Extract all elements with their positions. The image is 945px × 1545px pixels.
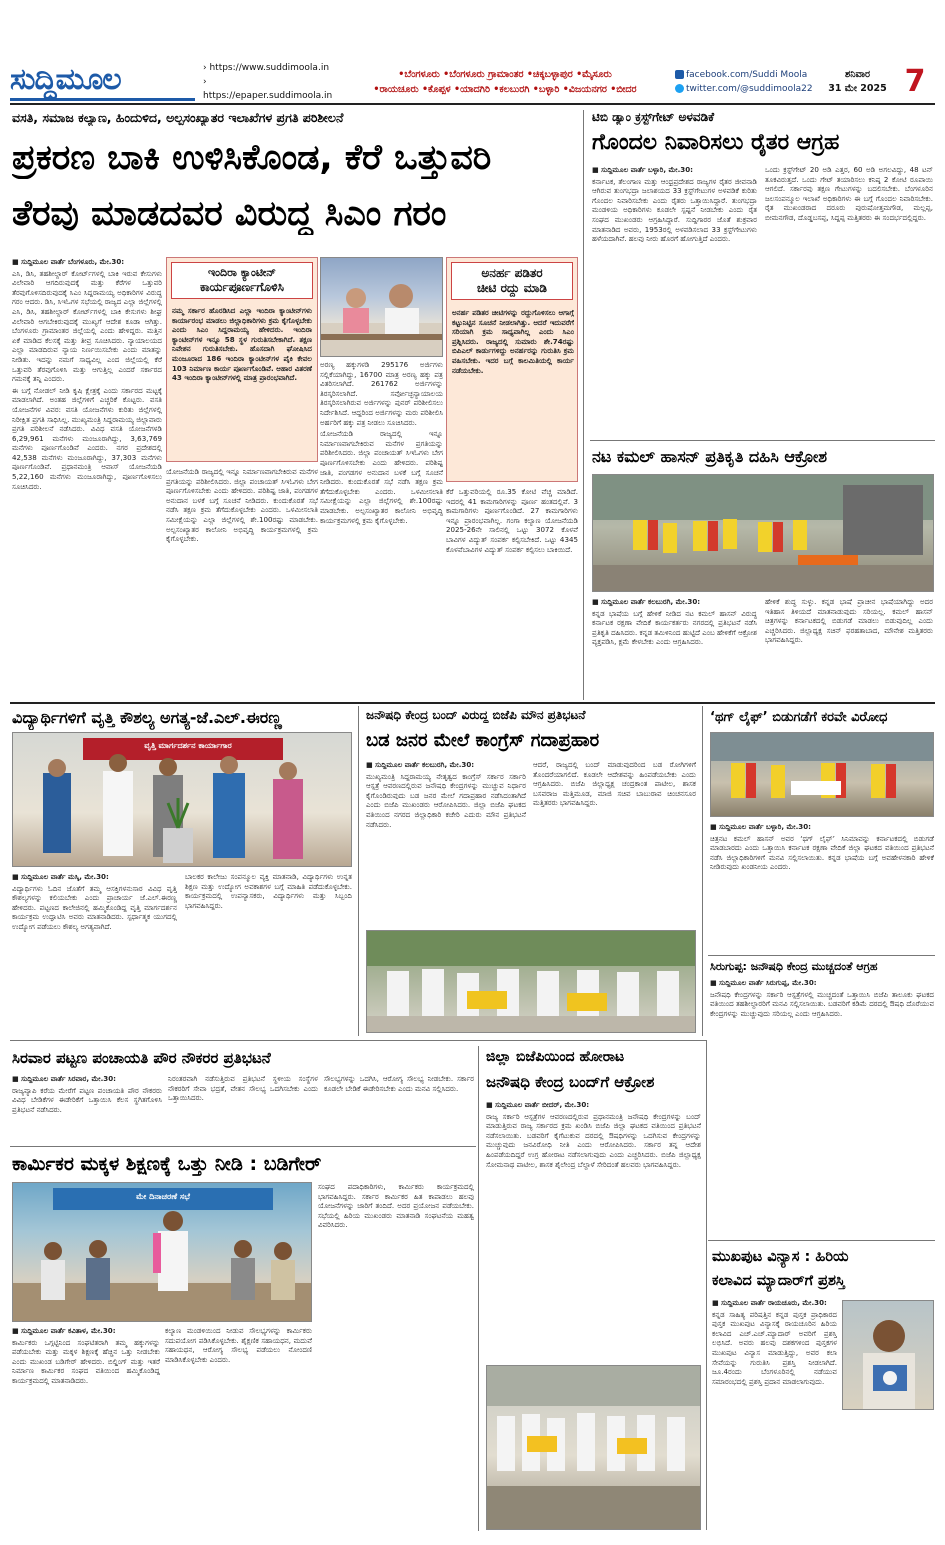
facebook-icon xyxy=(675,70,684,79)
sirwar-column-3: ಸೌಲಭ್ಯಗಳನ್ನು ಒದಗಿಸಿ, ಆರೋಗ್ಯ ಸೌಲಭ್ಯ ನೀಡಬೇಕು. ಸರ್ಕಾರ ಕೂಡಲೇ ಬೇಡಿಕೆ ಈಡೇರಿಸಬೇಕು ಎಂದು ಮನವಿ ಸಲ್ಲಿಸಿದರು. xyxy=(324,1074,474,1093)
workers-kids-column-1 xyxy=(12,1326,160,1526)
bidar-headline: ಜನೌಷಧಿ ಕೇಂದ್ರ ಬಂದ್‌ಗೆ ಆಕ್ರೋಶ xyxy=(486,1073,655,1091)
edition-cities xyxy=(335,67,675,97)
edition-cities-line2: •ರಾಯಚೂರು •ಕೊಪ್ಪಳ •ಯಾದಗಿರಿ •ಕಲಬುರಗಿ •ಬಳ್ಳಾರಿ •ವಿಜಯನಗರ •ಬೀದರ xyxy=(373,84,637,95)
tb-dam-byline: ■ ಸುದ್ದಿಮೂಲ ವಾರ್ತೆ ಬಳ್ಳಾರಿ, ಮೇ.30: xyxy=(592,165,693,174)
siruguppa-byline: ■ ಸುದ್ದಿಮೂಲ ವಾರ್ತೆ ಸಿರುಗುಪ್ಪ, ಮೇ.30: xyxy=(710,978,817,987)
lead-column-3 xyxy=(320,360,443,697)
jan-aushadhi-headline: ಬಡ ಜನರ ಮೇಲೆ ಕಾಂಗ್ರೆಸ್ ಗದಾಪ್ರಹಾರ xyxy=(366,730,600,751)
lead-byline: ■ ಸುದ್ದಿಮೂಲ ವಾರ್ತೆ ಬೆಂಗಳೂರು, ಮೇ.30: xyxy=(12,257,125,266)
award-column xyxy=(712,1298,837,1530)
kamal-headline: ನಟ ಕಮಲ್ ಹಾಸನ್ ಪ್ರತಿಕೃತಿ ದಹಿಸಿ ಆಕ್ರೋಶ xyxy=(592,447,828,466)
lead-text-mid2-continued: ಯೋಜನೆಯಡಿ ರಾಜ್ಯದಲ್ಲಿ ಇನ್ನೂ ನಿರ್ಮಾಣವಾಗಬೇಕಿರುವ ಮನೆಗಳ ಪ್ರಗತಿಯನ್ನು ಪರಿಶೀಲಿಸಿದರು. ಜಿಲ್ಲಾ ಪಂಚಾಯತ್ ಸಿಇಓಗಳು ಬೇಗ ಪೂರ್ಣಗೊಳಿಸಬೇಕು ಎಂದು ಹೇಳಿದರು. ಪರಿಶಿಷ್ಟ ಜಾತಿ, ಪಂಗಡಗಳ ಅನುದಾನ ಬಳಕೆ ಬಗ್ಗೆ ಸೂಚನೆ ನೀಡಿದರು. ಕುಂದುಕೊರತೆ ಸಭೆ ನಡೆಸಿ ತಕ್ಷಣ ಕ್ರಮ ತೆಗೆದುಕೊಳ್ಳಬೇಕು ಎಂದರು. ಒಳಮೀಸಲಾತಿ ಸಮೀಕ್ಷೆಯನ್ನು ಎಲ್ಲಾ ಜಿಲ್ಲೆಗಳಲ್ಲಿ ಶೇ.100ರಷ್ಟು ಮಾಡಬೇಕು. ಅಲ್ಪಸಂಖ್ಯಾತರ ಕಾಲೋನಿ ಅಭಿವೃದ್ಧಿ ಕಾರ್ಯಕ್ರಮಗಳಲ್ಲಿ ಕ್ರಮ ಕೈಗೊಳ್ಳಬೇಕು. xyxy=(166,467,318,544)
sirwar-column-1 xyxy=(12,1074,162,1142)
column-divider xyxy=(706,1040,707,1530)
bidar-column xyxy=(486,1100,701,1360)
artist-photo-illustration xyxy=(843,1301,934,1410)
lead-column-4: ಕೆರೆ ಒತ್ತುವರಿಯಲ್ಲಿ ರೂ.35 ಕೋಟಿ ವೆಚ್ಚ ಮಾಡಿದೆ. ಇದರಲ್ಲಿ 41 ಕಾಮಗಾರಿಗಳನ್ನು ಪೂರ್ಣ ಹಂತದಲ್ಲಿವೆ. 3 ಕಾಮಗಾರಿಗಳು ಪೂರ್ಣಗೊಂಡಿದೆ. 27 ಕಾಮಗಾರಿಗಳು ಇನ್ನೂ ಪ್ರಾರಂಭವಾಗಿಲ್ಲ. ಗಂಗಾ ಕಲ್ಯಾಣ ಯೋಜನೆಯಡಿ 2025-26ನೇ ಸಾಲಿನಲ್ಲಿ ಒಟ್ಟು 3072 ಕೊಳವೆ ಬಾವಿಗಳ ವಿದ್ಯುತ್ ಸಂಪರ್ಕ ಕಲ್ಪಿಸಬೇಕಿದೆ. ಒಟ್ಟು 4345 ಕೊಳವೆಬಾವಿಗಳ ವಿದ್ಯುತ್ ಸಂಪರ್ಕ ಕಲ್ಪಿಸಲು ಬಾಕಿಯಿದೆ. xyxy=(446,487,578,554)
lead-text-1b: ಈ ಬಗ್ಗೆ ನೋಡಲ್ ನೀಡಿ ಕೃಷಿ ಕ್ಷೇತ್ರಕ್ಕೆ ಎಂದು ಸರ್ಕಾರದ ಮಟ್ಟಕ್ಕೆ ಮಾಡಲಾಗಿದೆ. ಅಂತಹ ಜಿಲ್ಲೆಗಳಿಗೆ ಎಚ್ಚರಿಕೆ ಕೊಟ್ಟರು. ವಸತಿ ಯೋಜನೆಗಳ ವಿವರ: ವಸತಿ ಯೋಜನೆಗಳು ಕುರಿತು ಜಿಲ್ಲೆಗಳಲ್ಲಿ ನಿರೀಕ್ಷಿತ ಪ್ರಗತಿ ಸಾಧಿಸಿಲ್ಲ. ಮುಖ್ಯಮಂತ್ರಿ ಸಿದ್ದರಾಮಯ್ಯ ಜಿಲ್ಲಾವಾರು ಪ್ರಗತಿ ಪರಿಶೀಲನೆ ನಡೆಸಿದರು. ವಿವಿಧ ವಸತಿ ಯೋಜನೆಗಳಡಿ 6,29,961 ಮನೆಗಳು ಮಂಜೂರಾಗಿದ್ದು, 3,63,769 ಮನೆಗಳು ಪೂರ್ಣಗೊಂಡಿವೆ ಎಂದರು. ನಗರ ಪ್ರದೇಶದಲ್ಲಿ 42,538 ಮನೆಗಳು ಮಂಜೂರಾಗಿದ್ದು, 37,303 ಮನೆಗಳು ಪೂರ್ಣಗೊಂಡಿವೆ. ಪ್ರಧಾನಮಂತ್ರಿ ಆವಾಸ್ ಯೋಜನೆಯಡಿ 5,22,160 ಮನೆಗಳು ಮಂಜೂರಾಗಿದ್ದು, ಪೂರ್ಣಗೊಳಿಸಲು ಸೂಚಿಸಿದರು. xyxy=(12,385,162,491)
sirwar-column-2: ನಿರಂತರವಾಗಿ ನಡೆಸುತ್ತಿರುವ ಪ್ರತಿಭಟನೆ ಸ್ಥಳೀಯ ಸಂಸ್ಥೆಗಳ ನೌಕರರಿಗೆ ಸೇವಾ ಭದ್ರತೆ, ವೇತನ ಸೌಲಭ್ಯ ಒದಗಿಸಬೇಕು ಎಂದು ಒತ್ತಾಯಿಸಿದರು. xyxy=(168,1074,318,1103)
edition-cities-line1: •ಬೆಂಗಳೂರು •ಬೆಂಗಳೂರು ಗ್ರಾಮಾಂತರ •ಚಿಕ್ಕಬಳ್ಳಾಪುರ •ಮೈಸೂರು xyxy=(398,69,612,80)
bidar-text: ರಾಜ್ಯ ಸರ್ಕಾರಿ ಆಸ್ಪತ್ರೆಗಳ ಆವರಣದಲ್ಲಿರುವ ಪ್ರಧಾನಮಂತ್ರಿ ಜನೌಷಧಿ ಕೇಂದ್ರಗಳನ್ನು ಬಂದ್ ಮಾಡುತ್ತಿರುವ ರಾಜ್ಯ ಸರ್ಕಾರದ ಕ್ರಮ ಖಂಡಿಸಿ ಬಿಜೆಪಿ ಜಿಲ್ಲಾ ಘಟಕದ ವತಿಯಿಂದ ಪ್ರತಿಭಟನೆ ನಡೆಸಲಾಯಿತು. ಬಡವರಿಗೆ ಕೈಗೆಟುಕುವ ದರದಲ್ಲಿ ಔಷಧಿಗಳನ್ನು ಒದಗಿಸುವ ಕೇಂದ್ರಗಳನ್ನು ಮುಚ್ಚುವುದು ಜನವಿರೋಧಿ ನೀತಿ ಎಂದು ಆರೋಪಿಸಿದರು. ಸರ್ಕಾರ ತನ್ನ ಆದೇಶ ಹಿಂಪಡೆಯದಿದ್ದರೆ ಉಗ್ರ ಹೋರಾಟ ನಡೆಸಲಾಗುವುದು ಎಂದು ಎಚ್ಚರಿಸಿದರು. ಬಿಜೆಪಿ ಜಿಲ್ಲಾಧ್ಯಕ್ಷ ಸೋಮನಾಥ ಪಾಟೀಲ, ಶಾಸಕ ಶೈಲೇಂದ್ರ ಬೆಲ್ದಾಳೆ ಸೇರಿದಂತೆ ಹಲವರು ಭಾಗವಹಿಸಿದ್ದರು. xyxy=(486,1111,701,1169)
skill-headline: ವಿದ್ಯಾರ್ಥಿಗಳಿಗೆ ವೃತ್ತಿ ಕೌಶಲ್ಯ ಅಗತ್ಯ-ಜೆ.ಎಲ್.ಈರಣ್ಣ xyxy=(12,708,282,727)
award-headline-line2: ಕಲಾವಿದ ಮ್ಯಾದಾರ್‌ಗೆ ಪ್ರಶಸ್ತಿ xyxy=(712,1273,845,1289)
tb-dam-column-2: ಒಂದು ಕ್ರಸ್ಟ್‌ಗೇಟ್ 20 ಅಡಿ ಎತ್ತರ, 60 ಅಡಿ ಅಗಲವಿದ್ದು, 48 ಟನ್ ತೂಕವಿರುತ್ತದೆ. ಒಂದು ಗೇಟ್ ತಯಾರಿಸಲು ಕನಿಷ್ಠ 2 ಕೋಟಿ ರೂಪಾಯಿ ಆಗಲಿದೆ. ಸರ್ಕಾರವು ತಕ್ಷಣ ಗೇಟುಗಳನ್ನು ಬದಲಿಸಬೇಕು. ಬೆಂಗಳೂರಿನ ಜಲಸಂಪನ್ಮೂಲ ಇಲಾಖೆ ಅಧಿಕಾರಿಗಳು ಈ ಬಗ್ಗೆ ಗೊಂದಲ ನಿವಾರಿಸಬೇಕು. ರೈತ ಮುಖಂಡರಾದ ದರೂರು ಪುರುಷೋತ್ತಮಗೌಡ, ಮಲ್ಲಪ್ಪ, ಬೀಮನಗೌಡ, ದೊಡ್ಡಬಸಪ್ಪ, ಸಿದ್ದಪ್ಪ ಮತ್ತಿತರರು ಈ ಸಂದರ್ಭದಲ್ಲಿದ್ದರು. xyxy=(765,165,933,222)
kamal-column-1 xyxy=(592,597,757,697)
lead-text-1: ಎಸಿ, ಡಿಸಿ, ತಹಶೀಲ್ದಾರ್ ಕೋರ್ಟ್‌ಗಳಲ್ಲಿ ಬಾಕಿ ಇರುವ ಕೇಸುಗಳು ವಿಲೇವಾರಿ ಆಗದಿರುವುದಕ್ಕೆ ಮತ್ತು ಕೆರೆಗಳ ಒತ್ತುವರಿ ತೆರವುಗೊಳಿಸದಿರುವುದಕ್ಕೆ ಸಿಎಂ ಸಿದ್ದರಾಮಯ್ಯ ಅಧಿಕಾರಿಗಳ ವಿರುದ್ಧ ಗರಂ ಆದರು. ಡಿಸಿ, ಸಿಇಓಗಳ ಸಭೆಯಲ್ಲಿ ರಾಜ್ಯದ ಎಲ್ಲಾ ಜಿಲ್ಲೆಗಳಲ್ಲಿ ಎಸಿ, ಡಿಸಿ, ತಹಶೀಲ್ದಾರ್ ಕೋರ್ಟ್‌ಗಳಲ್ಲಿ ಬಾಕಿ ಕೇಸುಗಳು ಶೀಘ್ರ ವಿಲೇವಾರಿ ಆಗಬೇಕಿರುವುದಕ್ಕೆ ಮುಖ್ಯಗೆ ಆದೇಶ ಕೂಡಾ ಆಗಿತ್ತು. ಬೆಂಗಳೂರು ಗ್ರಾಮಾಂತರ ಜಿಲ್ಲೆಯಲ್ಲಿ ಎಂದು ಹೇಳಿದ್ದರು. ಮತ್ತಿನ ಏಕೆ ಮಾಡಿದ ಕೆಲಸಕ್ಕೆ ಮತ್ತು ತೀವ್ರ ಸೂಚಿಸಿದರು. ನ್ಯಾಯಾಲಯದ ಎಲ್ಲಾ ಮಾಡದಿರುವ ನ್ಯಾಯ ನಿರ್ಣಯಿಸಬೇಕು ಎಂದು ಮಾತನ್ನು ನೀಡಿತು. ಇದನ್ನು ನಮಗೆ ಸಾಧ್ಯವಿಲ್ಲ ಎಂದ ಜಿಲ್ಲೆಯಲ್ಲಿ ಕೆರೆ ಒತ್ತುವರಿ ತೆರವುಗೊಳಿಸಿ ಮತ್ತು ಆಗುತ್ತಿಲ್ಲ ಎಂದರೆ ಸರ್ಕಾರದ ಗಮನಕ್ಕೆ ತನ್ನಿ ಎಂದರು. xyxy=(12,268,162,384)
page-divider xyxy=(10,702,935,704)
page-number: 7 xyxy=(904,64,926,99)
award-text: ಕನ್ನಡ ಸಾಹಿತ್ಯ ಪರಿಷತ್ತಿನ ಕನ್ನಡ ಪುಸ್ತಕ ಪ್ರಾಧಿಕಾರದ ಪುಸ್ತಕ ಮುಖಪುಟ ವಿನ್ಯಾಸಕ್ಕೆ ರಾಯಚೂರಿನ ಹಿರಿಯ ಕಲಾವಿದ ಎಚ್.ಎಚ್.ಮ್ಯಾದಾರ್ ಅವರಿಗೆ ಪ್ರಶಸ್ತಿ ಲಭಿಸಿದೆ. ಅವರು ಹಲವು ದಶಕಗಳಿಂದ ಪುಸ್ತಕಗಳ ಮುಖಪುಟ ವಿನ್ಯಾಸ ಮಾಡುತ್ತಿದ್ದು, ಅವರ ಕಲಾ ಸೇವೆಯನ್ನು ಗುರುತಿಸಿ ಪ್ರಶಸ್ತಿ ನೀಡಲಾಗಿದೆ. ಜೂ.4ರಂದು ಬೆಂಗಳೂರಿನಲ್ಲಿ ನಡೆಯುವ ಸಮಾರಂಭದಲ್ಲಿ ಪ್ರಶಸ್ತಿ ಪ್ರದಾನ ಮಾಡಲಾಗುವುದು. xyxy=(712,1309,837,1386)
ration-card-box xyxy=(446,257,578,482)
kamal-text-1: ಕನ್ನಡ ಭಾಷೆಯ ಬಗ್ಗೆ ಹೇಳಿಕೆ ನೀಡಿದ ನಟ ಕಮಲ್ ಹಾಸನ್ ವಿರುದ್ಧ ಕರ್ನಾಟಕ ರಕ್ಷಣಾ ವೇದಿಕೆ ಕಾರ್ಯಕರ್ತರು ನಗರದಲ್ಲಿ ಪ್ರತಿಭಟನೆ ನಡೆಸಿ ಪ್ರತಿಕೃತಿ ದಹಿಸಿದರು. ಕನ್ನಡ ತಮಿಳಿನಿಂದ ಹುಟ್ಟಿದೆ ಎಂಬ ಹೇಳಿಕೆಗೆ ಆಕ್ರೋಶ ವ್ಯಕ್ತಪಡಿಸಿ, ಕ್ಷಮೆ ಕೇಳಬೇಕು ಎಂದು ಆಗ್ರಹಿಸಿದರು. xyxy=(592,608,757,647)
award-headline-line1: ಮುಖಪುಟ ವಿನ್ಯಾಸ : ಹಿರಿಯ xyxy=(712,1249,849,1265)
bidar-protest-photo-illustration xyxy=(487,1366,701,1530)
twitter-icon xyxy=(675,84,684,93)
workers-kids-column-2: ಕಲ್ಯಾಣ ಮಂಡಳಿಯಿಂದ ನೀಡುವ ಸೌಲಭ್ಯಗಳನ್ನು ಕಾರ್ಮಿಕರು ಸದುಪಯೋಗ ಪಡಿಸಿಕೊಳ್ಳಬೇಕು. ಶೈಕ್ಷಣಿಕ ಸಹಾಯಧನ, ಮದುವೆ ಸಹಾಯಧನ, ಆರೋಗ್ಯ ಸೌಲಭ್ಯ ಪಡೆಯಲು ನೋಂದಣಿ ಮಾಡಿಸಿಕೊಳ್ಳಬೇಕು ಎಂದರು. xyxy=(165,1326,312,1364)
tb-dam-text-1: ಕರ್ನಾಟಕ, ತೆಲಂಗಾಣ ಮತ್ತು ಆಂಧ್ರಪ್ರದೇಶದ ರಾಜ್ಯಗಳ ರೈತರ ಜೀವನಾಡಿ ಆಗಿರುವ ತುಂಗಭದ್ರಾ ಜಲಾಶಯದ 33 ಕ್ರಸ್ಟ್‌ಗೇಟುಗಳ ಅಳವಡಿಕೆ ಕುರಿತು ಗೊಂದಲ ನಿವಾರಿಸಬೇಕು ಎಂದು ರೈತರು ಒತ್ತಾಯಿಸಿದ್ದಾರೆ. ತುಂಗಭದ್ರಾ ಮಂಡಳಿಯ ಅಧಿಕಾರಿಗಳು ಕೂಡಲೇ ಸ್ಪಷ್ಟನೆ ನೀಡಬೇಕು ಎಂದು ರೈತ ಸಂಘದ ಮುಖಂಡರು ಆಗ್ರಹಿಸಿದ್ದಾರೆ. ಸುದ್ದಿಗಾರರ ಜೊತೆ ಶುಕ್ರವಾರ ಮಾತನಾಡಿದ ಅವರು, 1953ರಲ್ಲಿ ಅಳವಡಿಸಲಾದ 33 ಕ್ರಸ್ಟ್‌ಗೇಟುಗಳು ಹಳೆಯದಾಗಿವೆ. ಹಲವು ನೀರು ಹೊರಗೆ ಹೋಗುತ್ತಿದೆ ಎಂದರು. xyxy=(592,176,757,244)
skill-column-1 xyxy=(12,872,177,1032)
indira-canteen-text: ನಮ್ಮ ಸರ್ಕಾರ ಹೊರಡಿಸಿದ ಎಲ್ಲಾ ಇಂದಿರಾ ಕ್ಯಾಂಟೀನ್‌ಗಳು ಕಾರ್ಯಾರಂಭ ಮಾಡಲು ಜಿಲ್ಲಾಧಿಕಾರಿಗಳು ಕ್ರಮ ಕೈಗೊಳ್ಳಬೇಕು ಎಂದು ಸಿಎಂ ಸಿದ್ದರಾಮಯ್ಯ ಹೇಳಿದರು. ಇಂದಿರಾ ಕ್ಯಾಂಟೀನ್‌ಗಳ ಇನ್ನೂ 58 ಸ್ಥಳ ಗುರುತಿಸಬೇಕಾಗಿದೆ. ತಕ್ಷಣ ನಿವೇಶನ ಗುರುತಿಸಬೇಕು. ಹೊಸದಾಗಿ ಘೋಷಿಸಿದ ಮಂಜೂರಾದ 186 ಇಂದಿರಾ ಕ್ಯಾಂಟೀನ್‌ಗಳ ಪೈಕಿ ಕೇವಲ 103 ನಿರ್ಮಾಣ ಕಾರ್ಯ ಪೂರ್ಣಗೊಂಡಿವೆ. ಆಹಾರ ವಿತರಣೆ 43 ಇಂದಿರಾ ಕ್ಯಾಂಟೀನ್‌ಗಳಲ್ಲಿ ಮಾತ್ರ ಪ್ರಾರಂಭವಾಗಿದೆ. xyxy=(172,306,312,383)
ration-card-text: ಅನರ್ಹ ಪಡಿತರ ಚೀಟಿಗಳನ್ನು ರದ್ದುಗೊಳಿಸಲು ಆಗಾಗ್ಗೆ ಕಟ್ಟುನಿಟ್ಟಿನ ಸೂಚನೆ ನೀಡಲಾಗಿತ್ತು. ಆದರೆ ಇದುವರೆಗೆ ಸರಿಯಾಗಿ ಕ್ರಮ ಸಾಧ್ಯವಾಗಿಲ್ಲ ಎಂದು ಸಿಎಂ ಪ್ರಶ್ನಿಸಿದರು. ರಾಜ್ಯದಲ್ಲಿ ಸುಮಾರು ಶೇ.74ರಷ್ಟು ಬಿಪಿಎಲ್ ಕಾರ್ಡುಗಳಿದ್ದು ಅನರ್ಹರನ್ನು ಗುರುತಿಸಿ ಕ್ರಮ ವಹಿಸಬೇಕು. ಇದರ ಬಗ್ಗೆ ಕಾಲಮಿತಿಯಲ್ಲಿ ಕಾರ್ಯ ನಡೆಯಬೇಕು. xyxy=(452,308,574,375)
thug-life-column xyxy=(710,822,934,952)
lead-text-mid: ಅರಣ್ಯ ಹಕ್ಕುಗಳಡಿ 295176 ಅರ್ಜಿಗಳು ಸಲ್ಲಿಕೆಯಾಗಿದ್ದು, 16700 ಮಾತ್ರ ಅರಣ್ಯ ಹಕ್ಕು ಪತ್ರ ವಿತರಿಸಲಾಗಿದೆ. 261762 ಅರ್ಜಿಗಳನ್ನು ತಿರಸ್ಕರಿಸಲಾಗಿದೆ. ಸರ್ವೋಚ್ಛನ್ಯಾಯಾಲಯ ತಿರಸ್ಕರಿಸಲಾಗಿರುವ ಅರ್ಜಿಗಳನ್ನು ಪುನರ್ ಪರಿಶೀಲಿಸಲು ನಿರ್ದೇಶಿಸಿದೆ. ಆದ್ದರಿಂದ ಅರ್ಜಿಗಳನ್ನು ಮರು ಪರಿಶೀಲಿಸಿ ಅರ್ಹರಿಗೆ ಹಕ್ಕು ಪತ್ರ ನೀಡಲು ಸೂಚಿಸಿದರು. xyxy=(320,360,443,427)
epaper-link[interactable]: › https://epaper.suddimoola.in xyxy=(203,77,333,101)
thug-life-photo-illustration xyxy=(711,733,934,817)
indira-canteen-title1: ಇಂದಿರಾ ಕ್ಯಾಂಟೀನ್ xyxy=(208,266,276,279)
facebook-link[interactable]: facebook.com/Suddi Moola xyxy=(675,68,820,82)
column-divider xyxy=(358,706,359,1036)
section-divider xyxy=(10,1040,706,1041)
skill-text-1: ವಿದ್ಯಾರ್ಥಿಗಳು ಓದಿನ ಜೊತೆಗೆ ತಮ್ಮ ಆಸಕ್ತಿಗಳನುಸಾರ ವಿವಿಧ ವೃತ್ತಿ ಕೌಶಲ್ಯಗಳನ್ನು ಕಲಿಯಬೇಕು ಎಂದು ಪ್ರಾಚಾರ್ಯ ಜೆ.ಎಲ್.ಈರಣ್ಣ ಹೇಳಿದರು. ಪಟ್ಟಣದ ಕಾಲೇಜಿನಲ್ಲಿ ಹಮ್ಮಿಕೊಂಡಿದ್ದ ವೃತ್ತಿ ಮಾರ್ಗದರ್ಶನ ಕಾರ್ಯಕ್ರಮ ಉದ್ಘಾಟಿಸಿ ಅವರು ಮಾತನಾಡಿದರು. ಸ್ಪರ್ಧಾತ್ಮಕ ಯುಗದಲ್ಲಿ ಉದ್ಯೋಗ ಪಡೆಯಲು ಕೌಶಲ್ಯ ಅಗತ್ಯವಾಗಿದೆ. xyxy=(12,883,177,931)
skill-byline: ■ ಸುದ್ದಿಮೂಲ ವಾರ್ತೆ ಮಸ್ಕಿ, ಮೇ.30: xyxy=(12,872,109,881)
indira-canteen-title2: ಕಾರ್ಯಪೂರ್ಣಗೊಳಿಸಿ xyxy=(200,280,284,294)
kamal-protest-photo-illustration xyxy=(593,475,934,592)
workers-kids-headline: ಕಾರ್ಮಿಕರ ಮಕ್ಕಳ ಶಿಕ್ಷಣಕ್ಕೆ ಒತ್ತು ನೀಡಿ : ಬಡಿಗೇರ್ xyxy=(12,1153,322,1175)
masthead xyxy=(10,62,935,102)
issue-date-text: 31 ಮೇ 2025 xyxy=(828,83,887,94)
cm-meeting-photo-illustration xyxy=(321,258,443,357)
workers-kids-byline: ■ ಸುದ್ದಿಮೂಲ ವಾರ್ತೆ ಕವಿತಾಳ, ಮೇ.30: xyxy=(12,1326,116,1335)
workers-kids-photo-banner: ಮೇ ದಿನಾಚರಣೆ ಸಭೆ xyxy=(136,1192,190,1201)
jan-aushadhi-photo xyxy=(366,930,696,1033)
siruguppa-column xyxy=(710,978,934,1036)
siruguppa-text: ಜನೌಷಧಿ ಕೇಂದ್ರಗಳನ್ನು ಸರ್ಕಾರಿ ಆಸ್ಪತ್ರೆಗಳಲ್ಲಿ ಮುಚ್ಚದಂತೆ ಒತ್ತಾಯಿಸಿ ಬಿಜೆಪಿ ತಾಲೂಕು ಘಟಕದ ವತಿಯಿಂದ ತಹಶೀಲ್ದಾರರಿಗೆ ಮನವಿ ಸಲ್ಲಿಸಲಾಯಿತು. ಬಡವರಿಗೆ ಕಡಿಮೆ ದರದಲ್ಲಿ ಔಷಧಿ ದೊರೆಯುವ ಕೇಂದ್ರಗಳನ್ನು ಮುಚ್ಚುವುದು ಸರಿಯಲ್ಲ ಎಂದು ಆಗ್ರಹಿಸಿದರು. xyxy=(710,989,934,1018)
jan-aushadhi-kicker: ಜನೌಷಧಿ ಕೇಂದ್ರ ಬಂದ್ ವಿರುದ್ಧ ಬಿಜೆಪಿ ಮೌನ ಪ್ರತಿಭಟನೆ xyxy=(366,708,586,722)
jan-aushadhi-column-2: ಆದರೆ, ರಾಜ್ಯದಲ್ಲಿ ಬಂದ್ ಮಾಡುವುದರಿಂದ ಬಡ ರೋಗಿಗಳಿಗೆ ತೊಂದರೆಯಾಗಲಿದೆ. ಕೂಡಲೇ ಆದೇಶವನ್ನು ಹಿಂಪಡೆಯಬೇಕು ಎಂದು ಆಗ್ರಹಿಸಿದರು. ಬಿಜೆಪಿ ಜಿಲ್ಲಾಧ್ಯಕ್ಷ ಚಂದ್ರಕಾಂತ ಪಾಟೀಲ, ಶಾಸಕ ಬಸವರಾಜ ಮತ್ತಿಮೂಡ, ಮಾಜಿ ಸಚಿವ ಬಾಬುರಾವ ಚಿಂಚನಸೂರ ಮತ್ತಿತರರು ಭಾಗವಹಿಸಿದ್ದರು. xyxy=(533,760,696,808)
award-byline: ■ ಸುದ್ದಿಮೂಲ ವಾರ್ತೆ ರಾಯಚೂರು, ಮೇ.30: xyxy=(712,1298,827,1307)
kamal-column-2: ಹೇಳಿಕೆ ಶುದ್ಧ ಸುಳ್ಳು. ಕನ್ನಡ ಭಾಷೆ ಪ್ರಾಚೀನ ಭಾಷೆಯಾಗಿದ್ದು ಅದರ ಇತಿಹಾಸ ತಿಳಿಯದೆ ಮಾತನಾಡುವುದು ಸರಿಯಲ್ಲ. ಕಮಲ್ ಹಾಸನ್ ಚಿತ್ರಗಳನ್ನು ಕರ್ನಾಟಕದಲ್ಲಿ ಬಿಡುಗಡೆ ಮಾಡಲು ಬಿಡುವುದಿಲ್ಲ ಎಂದು ಎಚ್ಚರಿಸಿದರು. ಜಿಲ್ಲಾಧ್ಯಕ್ಷ ಸಚಿನ್ ಫರಹತಾಬಾದ, ಮೌನೇಶ ಮತ್ತಿತರರು ಭಾಗವಹಿಸಿದ್ದರು. xyxy=(765,597,933,645)
workers-kids-photo xyxy=(12,1182,312,1322)
issue-date xyxy=(820,68,895,96)
sirwar-headline: ಸಿರವಾರ ಪಟ್ಟಣ ಪಂಚಾಯತಿ ಪೌರ ನೌಕರರ ಪ್ರತಿಭಟನೆ xyxy=(12,1049,271,1067)
jan-aushadhi-photo-illustration xyxy=(367,931,696,1033)
bidar-kicker: ಜಿಲ್ಲಾ ಬಿಜೆಪಿಯಿಂದ ಹೋರಾಟ xyxy=(486,1049,625,1065)
sirwar-byline: ■ ಸುದ್ದಿಮೂಲ ವಾರ್ತೆ ಸಿರವಾರ, ಮೇ.30: xyxy=(12,1074,116,1083)
tb-dam-kicker: ಟಿಬಿ ಡ್ಯಾಂ ಕ್ರಸ್ಟ್‌ಗೇಟ್ ಅಳವಡಿಕೆ xyxy=(592,110,715,124)
tb-dam-headline: ಗೊಂದಲ ನಿವಾರಿಸಲು ರೈತರ ಆಗ್ರಹ xyxy=(592,130,840,155)
lead-column-2 xyxy=(166,467,318,697)
skill-photo xyxy=(12,732,352,867)
section-divider xyxy=(708,955,935,956)
section-divider xyxy=(10,1146,476,1147)
section-divider xyxy=(590,440,935,441)
website-link[interactable]: › https://www.suddimoola.in xyxy=(203,63,330,73)
thug-life-photo xyxy=(710,732,934,817)
jan-aushadhi-column-1 xyxy=(366,760,526,925)
section-divider xyxy=(708,1240,935,1241)
siruguppa-headline: ಸಿರುಗುಪ್ಪ: ಜನೌಷಧಿ ಕೇಂದ್ರ ಮುಚ್ಚದಂತೆ ಆಗ್ರಹ xyxy=(710,960,878,973)
bidar-byline: ■ ಸುದ್ದಿಮೂಲ ವಾರ್ತೆ ಬೀದರ್, ಮೇ.30: xyxy=(486,1100,590,1109)
workers-kids-column-3: ಸಂಘದ ಪದಾಧಿಕಾರಿಗಳು, ಕಾರ್ಮಿಕರು ಕಾರ್ಯಕ್ರಮದಲ್ಲಿ ಭಾಗವಹಿಸಿದ್ದರು. ಸರ್ಕಾರ ಕಾರ್ಮಿಕರ ಹಿತ ಕಾಪಾಡಲು ಹಲವು ಯೋಜನೆಗಳನ್ನು ಜಾರಿಗೆ ತಂದಿದೆ. ಅದರ ಪ್ರಯೋಜನ ಪಡೆಯಬೇಕು. ಸಭೆಯಲ್ಲಿ ಹಿರಿಯ ಮುಖಂಡರು ಮಾತನಾಡಿ ಸಂಘಟನೆಯ ಮಹತ್ವ ವಿವರಿಸಿದರು. xyxy=(318,1182,474,1230)
jan-aushadhi-text-1: ಮುಖ್ಯಮಂತ್ರಿ ಸಿದ್ದರಾಮಯ್ಯ ನೇತೃತ್ವದ ಕಾಂಗ್ರೆಸ್ ಸರ್ಕಾರ ಸರ್ಕಾರಿ ಆಸ್ಪತ್ರೆ ಆವರಣದಲ್ಲಿರುವ ಜನೌಷಧಿ ಕೇಂದ್ರಗಳನ್ನು ಮುಚ್ಚುವ ನಿರ್ಧಾರ ಕೈಗೊಂಡಿರುವುದು ಬಡ ಜನರ ಮೇಲೆ ಗದಾಪ್ರಹಾರ ನಡೆಸಿದಂತಾಗಿದೆ ಎಂದು ಬಿಜೆಪಿ ಮುಖಂಡರು ಆರೋಪಿಸಿದರು. ಜಿಲ್ಲಾ ಬಿಜೆಪಿ ಘಟಕದ ವತಿಯಿಂದ ನಗರದ ಜಿಲ್ಲಾಧಿಕಾರಿ ಕಚೇರಿ ಎದುರು ಮೌನ ಪ್ರತಿಭಟನೆ ನಡೆಸಿದರು. xyxy=(366,771,526,829)
kamal-byline: ■ ಸುದ್ದಿಮೂಲ ವಾರ್ತೆ ಕಲಬುರಗಿ, ಮೇ.30: xyxy=(592,597,701,606)
column-divider xyxy=(702,706,703,1036)
ration-card-title2: ಚೀಟಿ ರದ್ದು ಮಾಡಿ xyxy=(477,281,547,295)
kamal-protest-photo xyxy=(592,474,934,592)
sirwar-text-1: ರಾಜ್ಯವ್ಯಾಪಿ ಕರೆಯ ಮೇರೆಗೆ ಪಟ್ಟಣ ಪಂಚಾಯತಿ ಪೌರ ನೌಕರರು ವಿವಿಧ ಬೇಡಿಕೆಗಳ ಈಡೇರಿಕೆಗೆ ಒತ್ತಾಯಿಸಿ ಕೆಲಸ ಸ್ಥಗಿತಗೊಳಿಸಿ ಪ್ರತಿಭಟನೆ ನಡೆಸಿದರು. xyxy=(12,1085,162,1114)
newspaper-logo: ಸುದ್ದಿಮೂಲ xyxy=(10,63,195,101)
workers-kids-text-1: ಕಾರ್ಮಿಕರು ಒಗ್ಗಟ್ಟಿನಿಂದ ಸಂಘಟಿತರಾಗಿ ತಮ್ಮ ಹಕ್ಕುಗಳನ್ನು ಪಡೆಯಬೇಕು ಮತ್ತು ಮಕ್ಕಳ ಶಿಕ್ಷಣಕ್ಕೆ ಹೆಚ್ಚಿನ ಒತ್ತು ನೀಡಬೇಕು ಎಂದು ಮುಖಂಡ ಬಡಿಗೇರ್ ಹೇಳಿದರು. ಬಿಲ್ಡಿಂಗ್ ಮತ್ತು ಇತರೆ ನಿರ್ಮಾಣ ಕಾರ್ಮಿಕರ ಸಂಘದ ವತಿಯಿಂದ ಹಮ್ಮಿಕೊಂಡಿದ್ದ ಕಾರ್ಯಕ್ರಮದಲ್ಲಿ ಮಾತನಾಡಿದರು. xyxy=(12,1337,160,1385)
issue-day: ಶನಿವಾರ xyxy=(845,69,870,80)
social-links xyxy=(675,68,820,96)
cm-meeting-photo xyxy=(320,257,443,357)
column-divider xyxy=(583,110,584,700)
jan-aushadhi-byline: ■ ಸುದ್ದಿಮೂಲ ವಾರ್ತೆ ಕಲಬುರಗಿ, ಮೇ.30: xyxy=(366,760,475,769)
website-links xyxy=(195,61,335,103)
tb-dam-column-1 xyxy=(592,165,757,435)
artist-photo xyxy=(842,1300,934,1410)
masthead-divider xyxy=(10,103,935,105)
lead-headline-line2: ತೆರವು ಮಾಡದವರ ವಿರುದ್ಧ ಸಿಎಂ ಗರಂ xyxy=(12,194,447,234)
ration-card-title1: ಅನರ್ಹ ಪಡಿತರ xyxy=(481,266,543,280)
thug-life-byline: ■ ಸುದ್ದಿಮೂಲ ವಾರ್ತೆ ಬಳ್ಳಾರಿ, ಮೇ.30: xyxy=(710,822,811,831)
skill-photo-banner: ವೃತ್ತಿ ಮಾರ್ಗದರ್ಶನ ಕಾರ್ಯಾಗಾರ xyxy=(144,741,232,750)
twitter-link[interactable]: twitter.com/@suddimoola22 xyxy=(675,82,820,96)
thug-life-headline: ‘ಥಗ್ ಲೈಫ್’ ಬಿಡುಗಡೆಗೆ ಕರವೇ ವಿರೋಧ xyxy=(710,710,888,725)
skill-column-2: ಬಾಲಕರ ಕಾಲೇಜು ಸಂಪನ್ಮೂಲ ವ್ಯಕ್ತಿ ಮಾತನಾಡಿ, ವಿದ್ಯಾರ್ಥಿಗಳು ಉನ್ನತ ಶಿಕ್ಷಣ ಮತ್ತು ಉದ್ಯೋಗ ಅವಕಾಶಗಳ ಬಗ್ಗೆ ಮಾಹಿತಿ ಪಡೆದುಕೊಳ್ಳಬೇಕು. ಕಾರ್ಯಕ್ರಮದಲ್ಲಿ ಉಪನ್ಯಾಸಕರು, ವಿದ್ಯಾರ್ಥಿಗಳು ಮತ್ತು ಸಿಬ್ಬಂದಿ ಭಾಗವಹಿಸಿದ್ದರು. xyxy=(185,872,352,910)
column-divider xyxy=(478,1046,479,1531)
lead-headline-line1: ಪ್ರಕರಣ ಬಾಕಿ ಉಳಿಸಿಕೊಂಡ, ಕೆರೆ ಒತ್ತುವರಿ xyxy=(12,138,492,178)
thug-life-text: ಚಿತ್ರನಟ ಕಮಲ್ ಹಾಸನ್ ಅವರ ‘ಥಗ್ ಲೈಫ್’ ಸಿನಿಮಾವನ್ನು ಕರ್ನಾಟಕದಲ್ಲಿ ಬಿಡುಗಡೆ ಮಾಡಬಾರದು ಎಂದು ಒತ್ತಾಯಿಸಿ ಕರ್ನಾಟಕ ರಕ್ಷಣಾ ವೇದಿಕೆ ಜಿಲ್ಲಾ ಘಟಕದ ವತಿಯಿಂದ ಪ್ರತಿಭಟನೆ ನಡೆಸಿ ಜಿಲ್ಲಾಧಿಕಾರಿಗಳಿಗೆ ಮನವಿ ಸಲ್ಲಿಸಲಾಯಿತು. ಕನ್ನಡ ಭಾಷೆಯ ಬಗ್ಗೆ ಅವಹೇಳನಕಾರಿ ಹೇಳಿಕೆ ನೀಡಿರುವುದು ಖಂಡನೀಯ ಎಂದರು. xyxy=(710,833,934,872)
lead-kicker: ವಸತಿ, ಸಮಾಜ ಕಲ್ಯಾಣ, ಹಿಂದುಳಿದ, ಅಲ್ಪಸಂಖ್ಯಾತರ ಇಲಾಖೆಗಳ ಪ್ರಗತಿ ಪರಿಶೀಲನೆ xyxy=(12,110,344,125)
lead-column-1 xyxy=(12,257,162,697)
indira-canteen-box xyxy=(166,257,318,462)
lead-text-mid2: ಯೋಜನೆಯಡಿ ರಾಜ್ಯದಲ್ಲಿ ಇನ್ನೂ ನಿರ್ಮಾಣವಾಗಬೇಕಿರುವ ಮನೆಗಳ ಪ್ರಗತಿಯನ್ನು ಪರಿಶೀಲಿಸಿದರು. ಜಿಲ್ಲಾ ಪಂಚಾಯತ್ ಸಿಇಓಗಳು ಬೇಗ ಪೂರ್ಣಗೊಳಿಸಬೇಕು ಎಂದು ಹೇಳಿದರು. ಪರಿಶಿಷ್ಟ ಜಾತಿ, ಪಂಗಡಗಳ ಅನುದಾನ ಬಳಕೆ ಬಗ್ಗೆ ಸೂಚನೆ ನೀಡಿದರು. ಕುಂದುಕೊರತೆ ಸಭೆ ನಡೆಸಿ ತಕ್ಷಣ ಕ್ರಮ ತೆಗೆದುಕೊಳ್ಳಬೇಕು ಎಂದರು. ಒಳಮೀಸಲಾತಿ ಸಮೀಕ್ಷೆಯನ್ನು ಎಲ್ಲಾ ಜಿಲ್ಲೆಗಳಲ್ಲಿ ಶೇ.100ರಷ್ಟು ಮಾಡಬೇಕು. ಅಲ್ಪಸಂಖ್ಯಾತರ ಕಾಲೋನಿ ಅಭಿವೃದ್ಧಿ ಕಾರ್ಯಕ್ರಮಗಳಲ್ಲಿ ಕ್ರಮ ಕೈಗೊಳ್ಳಬೇಕು. xyxy=(320,429,443,525)
bidar-protest-photo xyxy=(486,1365,701,1530)
